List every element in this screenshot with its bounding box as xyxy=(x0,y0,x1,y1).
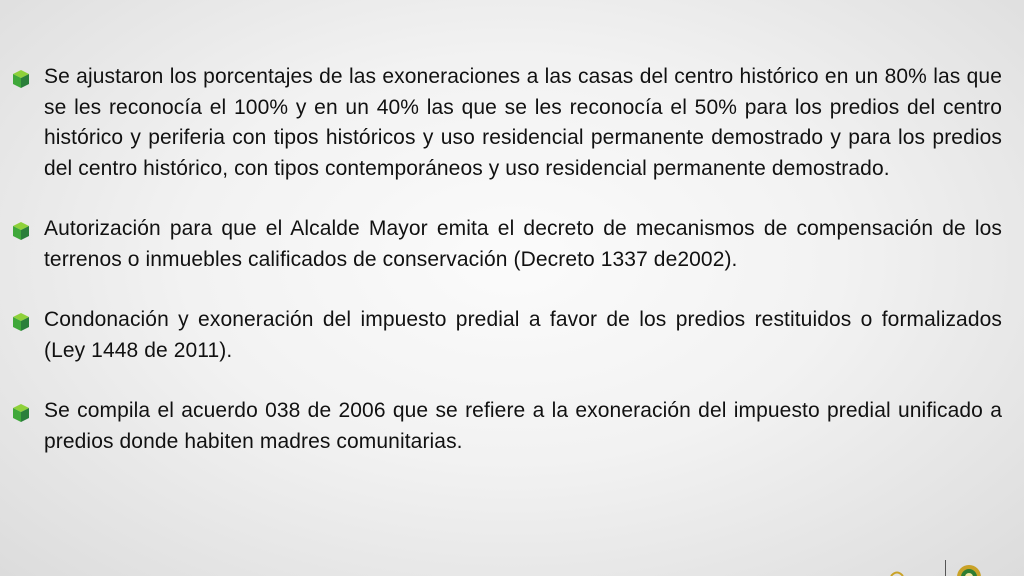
bullet-item xyxy=(12,62,1002,184)
green-cube-icon xyxy=(12,69,30,89)
seal-logo-icon xyxy=(956,564,982,576)
footer-mark-icon xyxy=(890,569,904,576)
bullet-item xyxy=(12,305,1002,366)
green-cube-icon xyxy=(12,221,30,241)
bullet-text: Condonación y exoneración del impuesto predial a favor de los predios restituidos o formalizados (Ley 1448 de 2011). xyxy=(44,308,1002,362)
bullet-item xyxy=(12,396,1002,457)
bullet-list xyxy=(12,62,1002,487)
bullet-text: Se ajustaron los porcentajes de las exoneraciones a las casas del centro histórico en un 80% las que se les reconocía el 100% y en un 40% las que se les reconocía el 50% para los predios del centro histórico y periferia con tipos históricos y uso residencial permanente demostrado y para los predios del centro histórico, con tipos contemporáneos y uso residencial permanente demostrado. xyxy=(44,65,1002,180)
bullet-item xyxy=(12,214,1002,275)
green-cube-icon xyxy=(12,312,30,332)
bullet-text: Se compila el acuerdo 038 de 2006 que se refiere a la exoneración del impuesto predial unificado a predios donde habiten madres comunitarias. xyxy=(44,399,1002,453)
footer-divider xyxy=(945,560,946,576)
bullet-text: Autorización para que el Alcalde Mayor emita el decreto de mecanismos de compensación de los terrenos o inmuebles calificados de conservación (Decreto 1337 de2002). xyxy=(44,217,1002,271)
green-cube-icon xyxy=(12,403,30,423)
